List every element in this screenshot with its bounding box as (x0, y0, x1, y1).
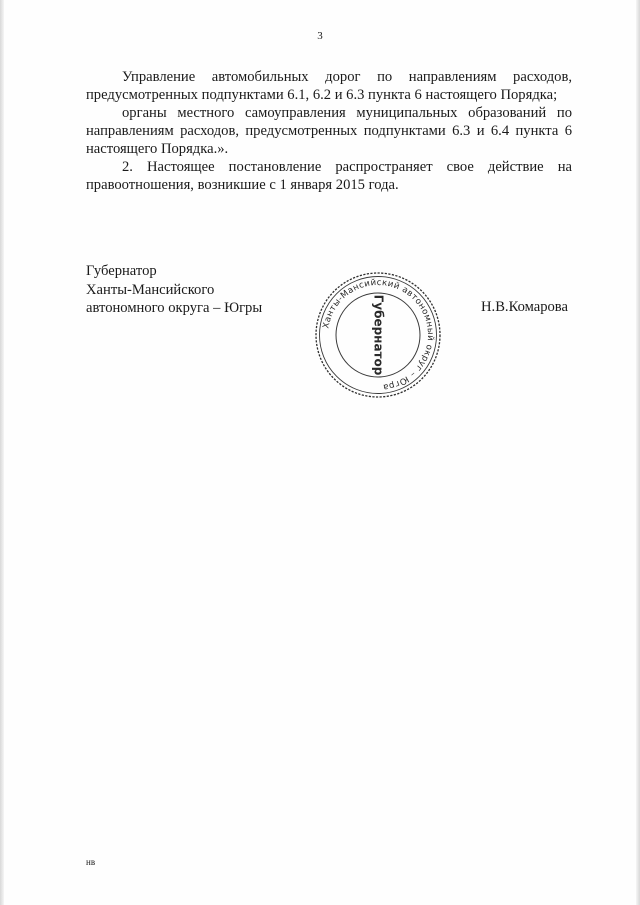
document-footer-mark: нв (86, 857, 96, 867)
paragraph-local-government: органы местного самоуправления муниципальных образований по направлениям расходов, предусмотренных подпунктами 6.3 и 6.4 пункта 6 настоящего Порядка.». (86, 105, 572, 157)
signatory-title-line-2: Ханты-Мансийского (86, 281, 215, 298)
seal-center-text: Губернатор (371, 294, 386, 376)
signer-name: Н.В.Комарова (481, 299, 568, 315)
paragraph-road-administration: Управление автомобильных дорог по направлениям расходов, предусмотренных подпунктами 6.1, 6.2 и 6.3 пункта 6 настоящего Порядка; (86, 69, 572, 103)
signatory-title-line-3: автономного округа – Югры (86, 300, 263, 316)
signature-block (86, 262, 262, 318)
page-edge-right (636, 0, 640, 905)
page-number: 3 (317, 30, 323, 42)
official-seal-stamp (314, 271, 442, 399)
seal-ring-text: Ханты-Мансийский автономный округ – Югра (321, 277, 436, 392)
paragraph-effective-date: 2. Настоящее постановление распространяет свое действие на правоотношения, возникшие с 1 января 2015 года. (86, 159, 572, 193)
signatory-title-line-1: Губернатор (86, 263, 157, 279)
document-body (86, 68, 572, 194)
page-edge-left (0, 0, 4, 905)
